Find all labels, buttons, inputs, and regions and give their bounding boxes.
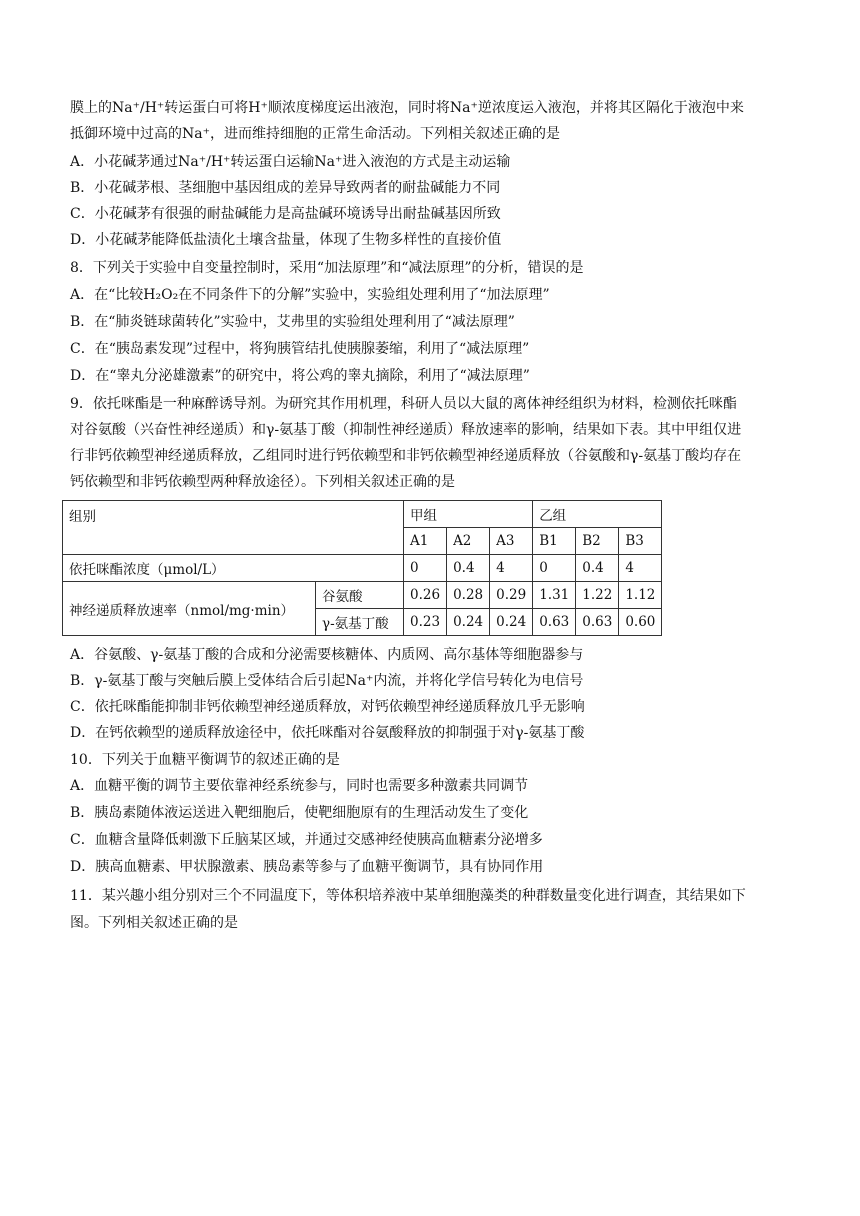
table-cell: 1.31 [533,582,576,609]
q8-option-b: B．在“肺炎链球菌转化”实验中，艾弗里的实验组处理利用了“减法原理” [70,314,515,330]
concentration-label: 依托咪酯浓度（μmol/L） [63,555,404,582]
q9-option-a: A．谷氨酸、γ-氨基丁酸的合成和分泌需要核糖体、内质网、高尔基体等细胞器参与 [70,647,584,663]
table-cell: 0.63 [533,609,576,636]
q11-stem-line-2: 图。下列相关叙述正确的是 [70,915,238,931]
table-cell: 0.29 [490,582,533,609]
group-b-header: 乙组 [533,501,662,528]
q9-stem-line-2: 对谷氨酸（兴奋性神经递质）和γ-氨基丁酸（抑制性神经递质）释放速率的影响，结果如下表。其中甲组仅进 [70,422,742,438]
table-cell: 0.28 [447,582,490,609]
table-row [63,555,662,582]
q7-option-a: A．小花碱茅通过Na⁺/H⁺转运蛋白运输Na⁺进入液泡的方式是主动运输 [70,154,511,170]
table-cell: 0.24 [447,609,490,636]
table-cell: 0.4 [447,555,490,582]
q9-option-c: C．依托咪酯能抑制非钙依赖型神经递质释放，对钙依赖型神经递质释放几乎无影响 [70,699,585,715]
q7-option-d: D．小花碱茅能降低盐渍化土壤含盐量，体现了生物多样性的直接价值 [70,232,502,248]
q9-stem-line-3: 行非钙依赖型神经递质释放，乙组同时进行钙依赖型和非钙依赖型神经递质释放（谷氨酸和γ-氨基丁酸均存在 [70,448,742,464]
table-row [63,582,662,609]
subgroup-a1: A1 [404,528,447,555]
gaba-label: γ-氨基丁酸 [316,609,404,636]
q9-option-b: B．γ-氨基丁酸与突触后膜上受体结合后引起Na⁺内流，并将化学信号转化为电信号 [70,673,584,689]
rate-label: 神经递质释放速率（nmol/mg·min） [63,582,316,636]
subgroup-a3: A3 [490,528,533,555]
q8-option-d: D．在“睾丸分泌雄激素”的研究中，将公鸡的睾丸摘除，利用了“减法原理” [70,368,530,384]
table-cell: 0 [533,555,576,582]
q11-stem-line-1: 11．某兴趣小组分别对三个不同温度下，等体积培养液中某单细胞藻类的种群数量变化进行调查，其结果如下 [70,888,746,904]
table-cell: 4 [619,555,662,582]
subgroup-a2: A2 [447,528,490,555]
q9-stem-line-1: 9．依托咪酯是一种麻醉诱导剂。为研究其作用机理，科研人员以大鼠的离体神经组织为材料，检测依托咪酯 [70,396,737,412]
q10-option-d: D．胰高血糖素、甲状腺激素、胰岛素等参与了血糖平衡调节，具有协同作用 [70,859,544,875]
table-cell: 0.4 [576,555,619,582]
q9-data-table [62,500,662,636]
table-row [63,501,662,528]
table-cell: 0.60 [619,609,662,636]
q8-option-a: A．在“比较H₂O₂在不同条件下的分解”实验中，实验组处理利用了“加法原理” [70,287,550,303]
table-cell: 4 [490,555,533,582]
q10-stem: 10．下列关于血糖平衡调节的叙述正确的是 [70,752,340,768]
intro-line-1: 膜上的Na⁺/H⁺转运蛋白可将H⁺顺浓度梯度运出液泡，同时将Na⁺逆浓度运入液泡，并将其区隔化于液泡中来 [70,100,744,116]
subgroup-b2: B2 [576,528,619,555]
intro-line-2: 抵御环境中过高的Na⁺，进而维持细胞的正常生命活动。下列相关叙述正确的是 [70,126,560,142]
table-cell: 0.23 [404,609,447,636]
q9-stem-line-4: 钙依赖型和非钙依赖型两种释放途径）。下列相关叙述正确的是 [70,474,455,490]
table-cell: 1.22 [576,582,619,609]
group-a-header: 甲组 [404,501,533,528]
q8-option-c: C．在“胰岛素发现”过程中，将狗胰管结扎使胰腺萎缩，利用了“减法原理” [70,341,530,357]
glu-label: 谷氨酸 [316,582,404,609]
table-cell: 0.63 [576,609,619,636]
q10-option-b: B．胰岛素随体液运送进入靶细胞后，使靶细胞原有的生理活动发生了变化 [70,805,529,821]
q10-option-a: A．血糖平衡的调节主要依靠神经系统参与，同时也需要多种激素共同调节 [70,778,529,794]
table-cell: 0.26 [404,582,447,609]
q7-option-b: B．小花碱茅根、茎细胞中基因组成的差异导致两者的耐盐碱能力不同 [70,180,501,196]
q7-option-c: C．小花碱茅有很强的耐盐碱能力是高盐碱环境诱导出耐盐碱基因所致 [70,206,501,222]
subgroup-b3: B3 [619,528,662,555]
q10-option-c: C．血糖含量降低刺激下丘脑某区域，并通过交感神经使胰高血糖素分泌增多 [70,832,543,848]
table-cell: 0 [404,555,447,582]
q8-stem: 8．下列关于实验中自变量控制时，采用“加法原理”和“减法原理”的分析，错误的是 [70,260,584,276]
group-header-cell: 组别 [63,501,404,555]
table-cell: 0.24 [490,609,533,636]
subgroup-b1: B1 [533,528,576,555]
table-cell: 1.12 [619,582,662,609]
q9-option-d: D．在钙依赖型的递质释放途径中，依托咪酯对谷氨酸释放的抑制强于对γ-氨基丁酸 [70,725,585,741]
